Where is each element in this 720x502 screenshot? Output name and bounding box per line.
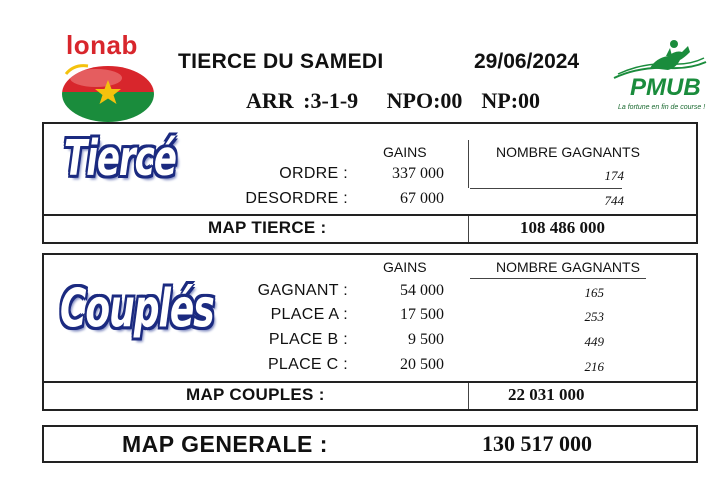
- tierce-row-winners: 174: [604, 168, 624, 183]
- couples-heading: Couplés: [60, 280, 214, 340]
- couples-row-winners: 253: [584, 309, 604, 324]
- tierce-heading: Tiercé: [64, 130, 176, 188]
- couples-col-gains: GAINS: [383, 259, 427, 275]
- tierce-divider: [44, 214, 696, 216]
- tierce-col-divider-top: [468, 140, 469, 188]
- map-generale-value: 130 517 000: [482, 431, 592, 456]
- couples-row-label: PLACE B :: [268, 331, 348, 348]
- tierce-col-winners: NOMBRE GAGNANTS: [496, 144, 640, 160]
- tierce-row-winners: 744: [604, 193, 624, 208]
- lonab-flag-ball-icon: [52, 58, 164, 124]
- map-tierce-value: 108 486 000: [520, 218, 605, 237]
- couples-row-winners: 449: [584, 334, 604, 349]
- map-couples-value: 22 031 000: [508, 385, 585, 404]
- lonab-logo: [52, 30, 164, 124]
- lonab-logo-text: lonab: [66, 30, 138, 60]
- couples-col-winners: NOMBRE GAGNANTS: [496, 259, 640, 275]
- page-title: TIERCE DU SAMEDI: [178, 50, 384, 73]
- map-tierce-label: MAP TIERCE :: [208, 218, 327, 237]
- tierce-row-gain: 337 000: [392, 165, 444, 182]
- pmub-logo: [610, 38, 710, 118]
- race-date: 29/06/2024: [474, 50, 580, 73]
- couples-row-label: GAGNANT :: [257, 282, 348, 299]
- couples-header-line: [470, 278, 646, 279]
- pmub-slogan: La fortune en fin de course !: [618, 104, 706, 111]
- map-generale-label: MAP GENERALE :: [122, 431, 328, 457]
- pmub-logo-text: PMUB: [630, 74, 701, 101]
- tierce-col-divider-map: [468, 216, 469, 242]
- couples-row-label: PLACE C :: [267, 356, 348, 373]
- couples-row-winners: 165: [584, 285, 604, 300]
- tierce-row-label: ORDRE :: [279, 165, 348, 182]
- couples-row-gain: 54 000: [400, 282, 444, 299]
- map-couples-label: MAP COUPLES :: [186, 385, 325, 404]
- couples-col-divider-map: [468, 383, 469, 409]
- tierce-row-label: DESORDRE :: [245, 190, 348, 207]
- tierce-row-line: [470, 188, 622, 189]
- tierce-col-gains: GAINS: [383, 144, 427, 160]
- race-results: ARR :3-1-9 NPO:00 NP:00: [246, 88, 541, 113]
- tierce-row-gain: 67 000: [400, 190, 444, 207]
- couples-divider: [44, 381, 696, 383]
- couples-row-gain: 17 500: [400, 306, 444, 323]
- couples-row-label: PLACE A :: [270, 306, 348, 323]
- couples-row-gain: 20 500: [400, 356, 444, 373]
- couples-row-winners: 216: [584, 359, 604, 374]
- couples-row-gain: 9 500: [408, 331, 444, 348]
